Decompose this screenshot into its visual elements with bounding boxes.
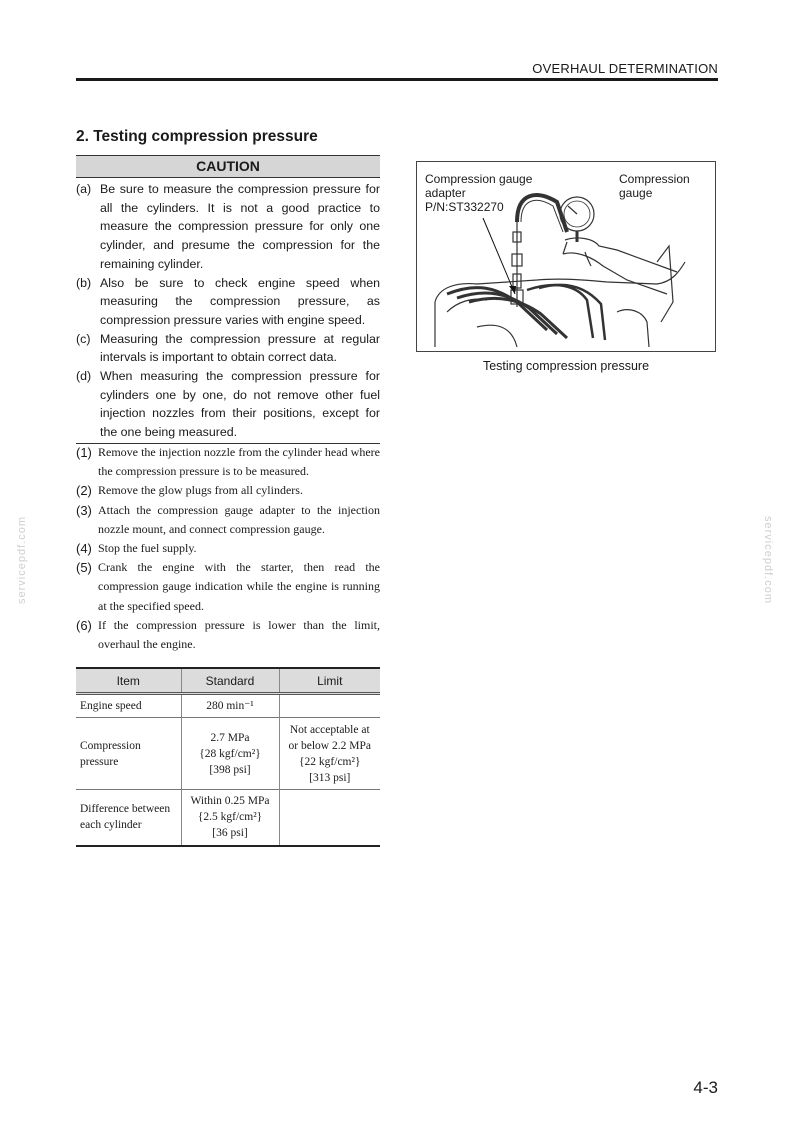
caution-heading: CAUTION	[76, 155, 380, 178]
cell-line: {22 kgf/cm²}	[299, 755, 361, 768]
caution-item	[76, 330, 380, 367]
table-header-row	[76, 668, 380, 694]
step-text: Stop the fuel supply.	[98, 541, 197, 556]
caution-item	[76, 180, 380, 274]
spec-table	[76, 667, 380, 847]
step-text: Attach the compression gauge adapter to the injection nozzle mount, and connect compression gauge.	[98, 502, 380, 536]
step-text: If the compression pressure is lower than the limit, overhaul the engine.	[98, 617, 380, 652]
table-row	[76, 790, 380, 846]
cell-limit	[279, 694, 380, 718]
step-item	[76, 616, 380, 654]
adapter-label-line: adapter	[425, 186, 466, 200]
figure-caption: Testing compression pressure	[482, 359, 650, 373]
cell-line: or below 2.2 MPa	[288, 739, 371, 752]
cell-item: Difference between each cylinder	[76, 790, 181, 846]
step-item	[76, 443, 380, 481]
caution-item-text: Also be sure to check engine speed when measuring the compression pressure, as compression pressure varies with engine speed.	[100, 275, 380, 327]
step-item	[76, 481, 380, 500]
caution-item-text: Measuring the compression pressure at regular intervals is important to obtain correct data.	[100, 331, 380, 365]
cell-line: {28 kgf/cm²}	[199, 747, 261, 760]
cell-line: [36 psi]	[212, 827, 248, 840]
step-number: (1)	[76, 445, 92, 460]
caution-box	[76, 155, 380, 444]
gauge-label-line: gauge	[619, 186, 653, 200]
cell-standard	[181, 694, 279, 718]
column-header-item: Item	[76, 668, 181, 694]
page-number: 4-3	[693, 1078, 718, 1097]
column-header-standard: Standard	[181, 668, 279, 694]
caution-item-label: (a)	[76, 182, 92, 196]
cell-standard	[181, 790, 279, 846]
caution-item-label: (d)	[76, 369, 92, 384]
table-row	[76, 694, 380, 718]
cell-item: Engine speed	[76, 694, 181, 718]
running-header: OVERHAUL DETERMINATION	[532, 61, 718, 76]
adapter-label-line: P/N:ST332270	[425, 200, 504, 214]
gauge-label-line: Compression	[619, 172, 690, 186]
step-number: (6)	[76, 617, 92, 633]
caution-item-text: When measuring the compression pressure for cylinders one by one, do not remove other fuel injection nozzles from their positions, except for the one being measured.	[100, 369, 380, 440]
cell-line: 2.7 MPa	[210, 731, 250, 744]
step-item	[76, 558, 380, 616]
step-number: (4)	[76, 541, 92, 557]
cell-line: 280 min⁻¹	[206, 700, 254, 712]
caution-item-label: (b)	[76, 275, 92, 290]
step-text: Remove the injection nozzle from the cylinder head where the compression pressure is to be measured.	[98, 445, 380, 479]
watermark-left: servicepdf.com	[16, 516, 28, 604]
caution-item	[76, 367, 380, 442]
adapter-label-line: Compression gauge	[425, 172, 533, 186]
cell-line: [313 psi]	[309, 771, 351, 784]
step-item	[76, 501, 380, 539]
cell-line: [398 psi]	[209, 763, 251, 776]
procedure-steps	[76, 443, 380, 654]
adapter-label	[425, 172, 532, 214]
step-number: (2)	[76, 483, 92, 499]
section-title: 2. Testing compression pressure	[76, 128, 318, 145]
step-item	[76, 539, 380, 558]
step-text: Crank the engine with the starter, then read the compression gauge indication while the engine is running at the specified speed.	[98, 560, 380, 613]
cell-standard	[181, 718, 279, 790]
caution-item-label: (c)	[76, 331, 91, 346]
compression-test-figure	[416, 161, 716, 352]
step-text: Remove the glow plugs from all cylinders.	[98, 483, 303, 498]
cell-line: Not acceptable at	[289, 723, 370, 736]
step-number: (5)	[76, 560, 92, 576]
caution-item	[76, 274, 380, 330]
cell-line: {2.5 kgf/cm²}	[197, 811, 263, 824]
cell-line: Within 0.25 MPa	[190, 795, 270, 808]
step-number: (3)	[76, 502, 92, 518]
gauge-label	[619, 172, 690, 200]
caution-list	[76, 180, 380, 442]
cell-limit	[279, 718, 380, 790]
caution-item-text: Be sure to measure the compression pressure for all the cylinders. It is not a good practice to measure the compression pressure for only one cylinder, and presume the compression for the remaining cylinder.	[100, 182, 380, 271]
header-rule	[76, 78, 718, 81]
watermark-right: servicepdf.com	[762, 516, 774, 604]
cell-limit	[279, 790, 380, 846]
column-header-limit: Limit	[279, 668, 380, 694]
cell-item: Compression pressure	[76, 718, 181, 790]
table-row	[76, 718, 380, 790]
